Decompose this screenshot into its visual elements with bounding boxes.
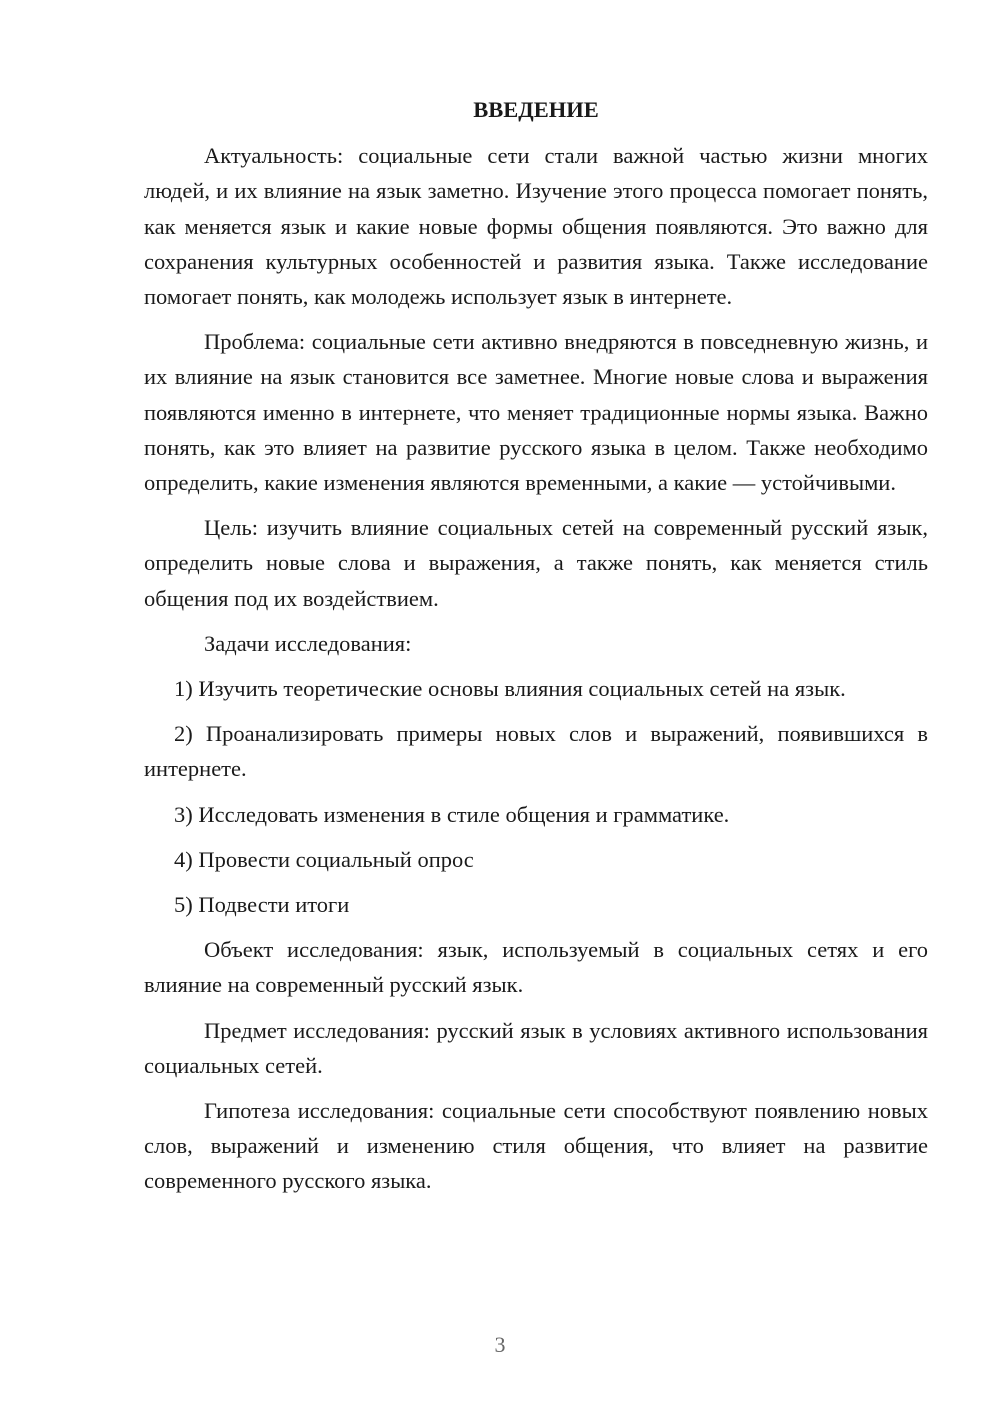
subject-paragraph: Предмет исследования: русский язык в условиях активного использования социальных сетей. <box>144 1017 928 1078</box>
problem-paragraph: Проблема: социальные сети активно внедряются в повседневную жизнь, и их влияние на язык становится все заметнее. Многие новые слова и выражения появляются именно в интернете, что меняет традиционные нормы языка. Важно понять, как это влияет на развитие русского языка в целом. Также необходимо определить, какие изменения являются временными, а какие — устойчивыми. <box>144 329 928 496</box>
relevance-paragraph: Актуальность: социальные сети стали важной частью жизни многих людей, и их влияние на язык заметно. Изучение этого процесса помогает понять, как меняется язык и какие новые формы общения появляются. Это важно для сохранения культурных особенностей и развития языка. Также исследование помогает понять, как молодежь использует язык в интернете. <box>144 143 928 310</box>
page-number: 3 <box>494 1332 506 1357</box>
page-content <box>144 92 928 1209</box>
goal-paragraph: Цель: изучить влияние социальных сетей на современный русский язык, определить новые слова и выражения, а также понять, как меняется стиль общения под их воздействием. <box>144 515 928 611</box>
task-item-4: 4) Провести социальный опрос <box>174 846 474 872</box>
task-item-5: 5) Подвести итоги <box>174 892 350 918</box>
task-item-3: 3) Исследовать изменения в стиле общения и грамматике. <box>174 801 730 827</box>
section-heading: ВВЕДЕНИЕ <box>473 97 599 122</box>
tasks-heading: Задачи исследования: <box>204 630 412 656</box>
object-paragraph: Объект исследования: язык, используемый в социальных сетях и его влияние на современный русский язык. <box>144 937 928 998</box>
task-item-1: 1) Изучить теоретические основы влияния социальных сетей на язык. <box>174 676 846 702</box>
task-item-2: 2) Проанализировать примеры новых слов и выражений, появившихся в интернете. <box>144 721 928 782</box>
hypothesis-paragraph: Гипотеза исследования: социальные сети способствуют появлению новых слов, выражений и изменению стиля общения, что влияет на развитие современного русского языка. <box>144 1098 928 1194</box>
